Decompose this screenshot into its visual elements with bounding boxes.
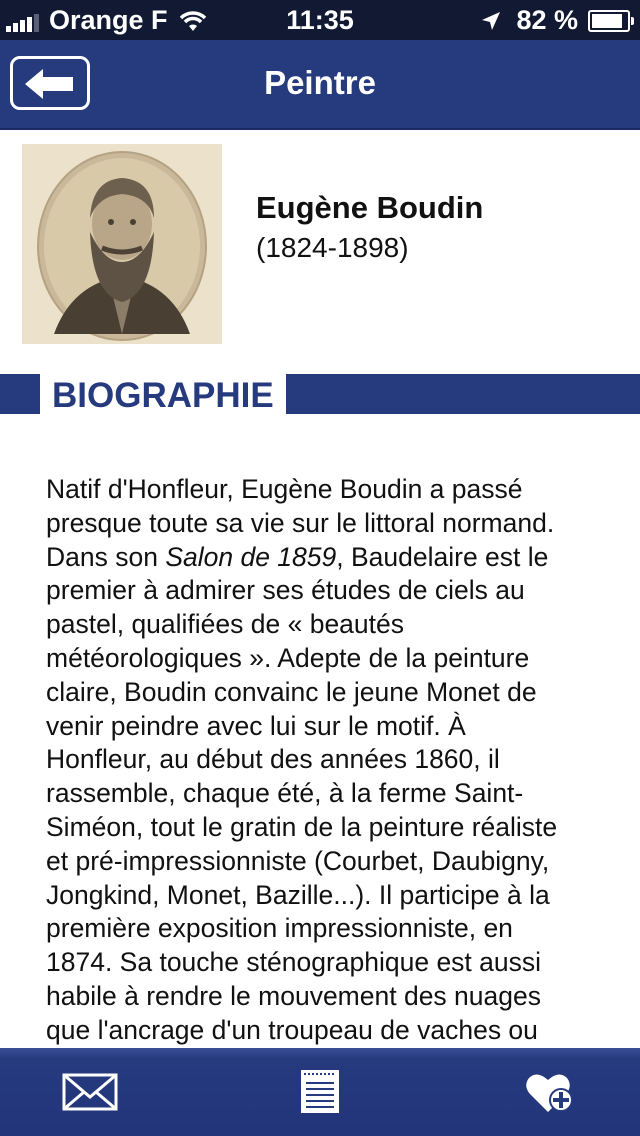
- bio-line: que l'ancrage d'un troupeau de vaches ou: [46, 1014, 538, 1045]
- bio-line: météorologiques ». Adepte de la peinture: [46, 642, 530, 673]
- bio-line: Natif d'Honfleur, Eugène Boudin a passé: [46, 474, 523, 504]
- status-bar: [0, 0, 640, 40]
- notepad-icon: [299, 1069, 341, 1115]
- section-title: BIOGRAPHIE: [40, 370, 286, 422]
- notes-button[interactable]: [260, 1048, 380, 1136]
- bio-line-end: , Baudelaire est le: [336, 541, 549, 572]
- painter-name: Eugène Boudin: [256, 190, 484, 225]
- book-title: Salon de 1859: [165, 541, 337, 572]
- mail-icon: [62, 1073, 118, 1111]
- bio-line: Honfleur, au début des années 1860, il: [46, 744, 500, 775]
- bottom-toolbar: [0, 1048, 640, 1136]
- bio-line: rassemble, chaque été, à la ferme Saint-: [46, 778, 524, 809]
- bio-line: presque toute sa vie sur le littoral normand.: [46, 507, 555, 538]
- bio-line: pastel, qualifiées de « beautés: [46, 609, 405, 640]
- bio-line: Siméon, tout le gratin de la peinture réaliste: [46, 811, 558, 842]
- location-arrow-icon: [480, 10, 502, 32]
- page-title: Peintre: [264, 64, 376, 101]
- clock: 11:35: [286, 5, 354, 35]
- carrier-label: Orange F: [49, 5, 168, 35]
- bio-line: habile à rendre le mouvement des nuages: [46, 980, 541, 1011]
- biography-text: [46, 473, 606, 1048]
- bio-line: venir peindre avec lui sur le motif. À: [46, 710, 466, 741]
- battery-percent: 82 %: [516, 5, 578, 35]
- painter-dates: (1824-1898): [256, 232, 409, 263]
- bio-line: Jongkind, Monet, Bazille...). Il participe à la: [46, 879, 550, 910]
- painter-portrait: [22, 144, 222, 344]
- bio-line: première exposition impressionniste, en: [46, 913, 513, 944]
- bio-line: claire, Boudin convainc le jeune Monet de: [46, 676, 537, 707]
- heart-plus-icon: [525, 1070, 575, 1114]
- battery-icon: [588, 10, 630, 32]
- bio-line-start: Dans son: [46, 541, 166, 572]
- navigation-bar: [0, 40, 640, 130]
- mail-button[interactable]: [30, 1048, 150, 1136]
- bio-line: premier à admirer ses études de ciels au: [46, 575, 525, 606]
- bio-line: et pré-impressionniste (Courbet, Daubigny,: [46, 845, 550, 876]
- bio-line: [46, 541, 606, 575]
- favorite-button[interactable]: [490, 1048, 610, 1136]
- bio-line: 1874. Sa touche sténographique est aussi: [46, 947, 542, 978]
